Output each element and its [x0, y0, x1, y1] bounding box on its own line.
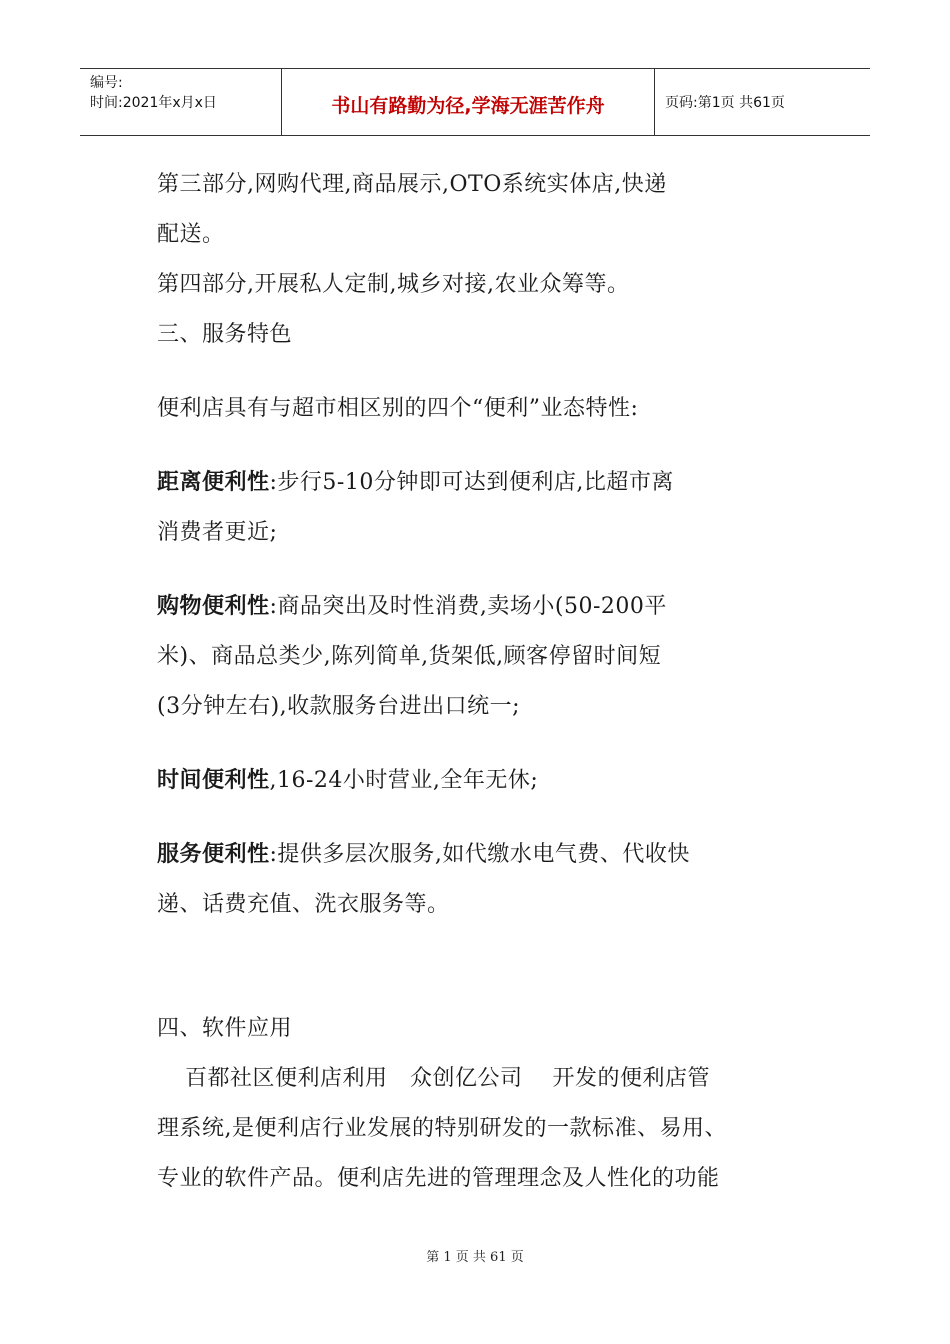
- header-meta: [80, 69, 282, 135]
- paragraph: 理系统,是便利店行业发展的特别研发的一款标准、易用、: [157, 1116, 727, 1141]
- time-label: 时间:2021年x月x日: [90, 95, 217, 111]
- feature-line: 消费者更近;: [157, 520, 278, 545]
- feature-title: 时间便利性: [157, 768, 270, 793]
- paragraph: 便利店具有与超市相区别的四个“便利”业态特性:: [157, 396, 639, 421]
- feature-item: 距离便利性:步行5-10分钟即可达到便利店,比超市离: [157, 470, 674, 495]
- feature-title: 购物便利性: [157, 594, 270, 619]
- header-page-info: 页码:第1页 共61页: [665, 95, 785, 111]
- feature-line: 米)、商品总类少,陈列简单,货架低,顾客停留时间短: [157, 644, 662, 669]
- feature-line: 递、话费充值、洗衣服务等。: [157, 892, 450, 917]
- feature-item: 购物便利性:商品突出及时性消费,卖场小(50-200平: [157, 594, 667, 619]
- feature-title: 服务便利性: [157, 842, 270, 867]
- paragraph: 专业的软件产品。便利店先进的管理理念及人性化的功能: [157, 1166, 720, 1191]
- number-label: 编号:: [90, 75, 123, 91]
- section-heading: 四、软件应用: [157, 1016, 293, 1041]
- document-body: [157, 160, 837, 1204]
- section-heading: 三、服务特色: [157, 322, 293, 347]
- header-table: [80, 68, 870, 136]
- header-motto: 书山有路勤为径,学海无涯苦作舟: [282, 69, 655, 135]
- feature-title: 距离便利性: [157, 470, 270, 495]
- feature-line: (3分钟左右),收款服务台进出口统一;: [157, 694, 521, 719]
- paragraph: 百都社区便利店利用 众创亿公司 开发的便利店管: [185, 1066, 710, 1091]
- feature-item: 服务便利性:提供多层次服务,如代缴水电气费、代收快: [157, 842, 690, 867]
- paragraph: 第三部分,网购代理,商品展示,OTO系统实体店,快递: [157, 172, 667, 197]
- paragraph: 配送。: [157, 222, 225, 247]
- paragraph: 第四部分,开展私人定制,城乡对接,农业众筹等。: [157, 272, 630, 297]
- feature-item: 时间便利性,16-24小时营业,全年无休;: [157, 768, 539, 793]
- page-footer: 第 1 页 共 61 页: [426, 1250, 524, 1265]
